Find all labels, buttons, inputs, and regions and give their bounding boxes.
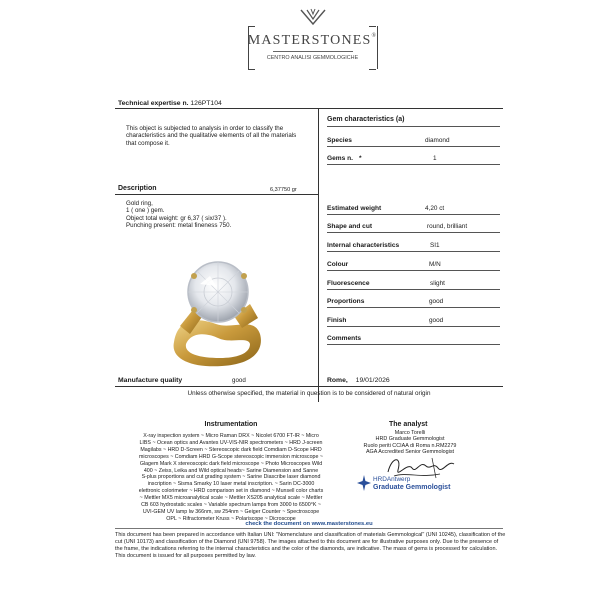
analyst-line: Ruolo periti CCIAA di Roma n.RM2279 [363, 442, 457, 449]
gems-value: 1 [433, 155, 437, 162]
description-label: Description [118, 185, 157, 192]
manufacture-value: good [232, 377, 246, 384]
logo-mark-icon [298, 8, 328, 26]
gem-row-colour [327, 256, 500, 271]
hrd-star-icon [357, 475, 371, 491]
gem-row-fluorescence [327, 275, 500, 290]
intro-text: This object is subjected to analysis in order to classify the characteristics and the qualitative elements of all the materials that compose it. [126, 125, 297, 147]
description-weight: 6,37750 gr [270, 187, 297, 193]
analyst-title: The analyst [389, 421, 428, 428]
logo-block [245, 8, 380, 70]
hrd-subtitle: Graduate Gemmologist [373, 484, 451, 491]
analyst-line: AGA Accredited Senior Gemmologist [365, 448, 455, 455]
instrumentation-list [115, 433, 347, 523]
instrument-line: CB 603 hydrostatic scales ~ Variable spectrum lamps from 3000 to 6500°K ~ [141, 502, 321, 509]
analyst-name: Marco Torelli [394, 430, 426, 436]
ring-photo [160, 256, 270, 371]
instrument-line: UVI-GEM UV lamp lw 366nm, sw 254nm ~ Geiger Counter ~ Spectroscope [142, 508, 320, 515]
species-value: diamond [425, 137, 450, 144]
instrument-line: S-plus proportions and cut grading system ~ Sarine Diascribe laser diamond [141, 474, 321, 481]
gems-label: Gems n. [327, 155, 354, 162]
hrd-brand: HRDAntwerp [373, 476, 411, 483]
instrument-line: microscopes ~ Comdiam HRD G-Scope stereoscopic immersion microscope ~ [139, 453, 323, 460]
weight-label: Estimated weight [327, 205, 382, 212]
fluorescence-label: Fluorescence [327, 280, 370, 287]
gem-row-count [327, 150, 500, 165]
gem-row-species [327, 132, 500, 147]
proportions-value: good [429, 298, 444, 305]
description-line: Gold ring, [126, 200, 153, 207]
description-line: 1 ( one ) gem. [126, 207, 165, 215]
logo-registered: ® [371, 33, 378, 39]
weight-value: 4,20 ct [425, 205, 445, 212]
gem-row-internal [327, 237, 500, 252]
manufacture-label: Manufacture quality [118, 377, 183, 384]
gem-row-proportions [327, 293, 500, 308]
footer-disclaimer: This document has been prepared in accordance with Italian UNI: "Nomenclature and classification of materials Gemmological" (UNI 10245), classification of the cut (UNI 10173) and classification of the Diamond (UNI 9758). The images attached to this document are for illustrative purposes only. Due to the presence of the frame, the indications referring to the internal characteristics and the color of the diamonds, are indicative. The mass of gems is processed for calculation. This document is issued for all purposes permitted by law. [115, 532, 506, 560]
instrument-line: LIBS ~ Ocean optics and Avantes UV-VIS-NIR spectrometers ~ HRD J-screen [139, 439, 323, 446]
instrument-line: 400 ~ Zeiss, Leika and Wild optical heads~ Sarine Diamension and Sanne [143, 467, 319, 474]
instrument-line: inscription ~ Sisma Smarky 10 laser metal inscription. ~ Sarin DC-3000 [147, 481, 315, 488]
species-label: Species [327, 137, 352, 144]
instrument-line: OPL ~ Rifractometer Kruss ~ Polariscope ~ Dicroscope [166, 515, 296, 522]
gems-mark: * [359, 155, 362, 162]
finish-value: good [429, 317, 444, 324]
gem-row-weight [327, 200, 500, 215]
logo-subtitle: CENTRO ANALISI GEMMOLOGICHE [266, 55, 359, 61]
colour-value: M/N [429, 261, 441, 268]
shape-label: Shape and cut [327, 223, 373, 230]
natural-origin-note: Unless otherwise specified, the material in question is to be considered of natural origin [187, 390, 431, 397]
gem-row-shape [327, 218, 500, 233]
gem-row-finish [327, 312, 500, 327]
gem-header: Gem characteristics (a) [327, 116, 405, 123]
instrument-line: X-ray inspection system ~ Micro Raman DRX ~ Nicolet 6700 FT-IR ~ Micro [143, 433, 319, 439]
shape-value: round, brilliant [427, 223, 468, 230]
analyst-line: HRD Graduate Gemmologist [375, 436, 445, 443]
finish-label: Finish [327, 317, 347, 324]
comments-label: Comments [327, 335, 362, 342]
expertise-label: Technical expertise n. [118, 100, 189, 107]
gem-row-comments [327, 330, 500, 345]
internal-value: SI1 [430, 242, 440, 249]
description-line: Object total weight: gr 6,37 ( six/37 ). [126, 214, 227, 222]
description-text [126, 200, 296, 230]
place-label: Rome, [327, 377, 348, 384]
proportions-label: Proportions [327, 298, 365, 305]
date-value: 19/01/2026 [355, 377, 390, 384]
fluorescence-value: slight [430, 280, 445, 287]
instrument-line: Glagem Mark X stereoscopic dark field microscope ~ Photo Microscopes Wild [139, 460, 323, 467]
check-document-link[interactable]: check the document on www.masterstones.eu [245, 521, 373, 527]
description-line: Punching present: metal fineness 750. [126, 222, 232, 230]
instrumentation-title: Instrumentation [204, 421, 258, 428]
logo-brand: MASTERSTONES [247, 33, 372, 48]
instrument-line: Magilabs ~ HRD D-Screen ~ Stereoscopic dark field Comdiam D-Scope HRD [140, 446, 322, 453]
expertise-number: 126PT104 [190, 100, 222, 107]
instrument-line: elettronic colorimeter ~ HRD comparison set in diamond ~ Munsell color charts [138, 488, 324, 495]
instrument-line: ~ Mettler MX5 microanalytical scale ~ Mettler XS205 analytical scale ~ Mettler [139, 495, 323, 502]
colour-label: Colour [327, 261, 349, 268]
internal-label: Internal characteristics [327, 242, 400, 249]
